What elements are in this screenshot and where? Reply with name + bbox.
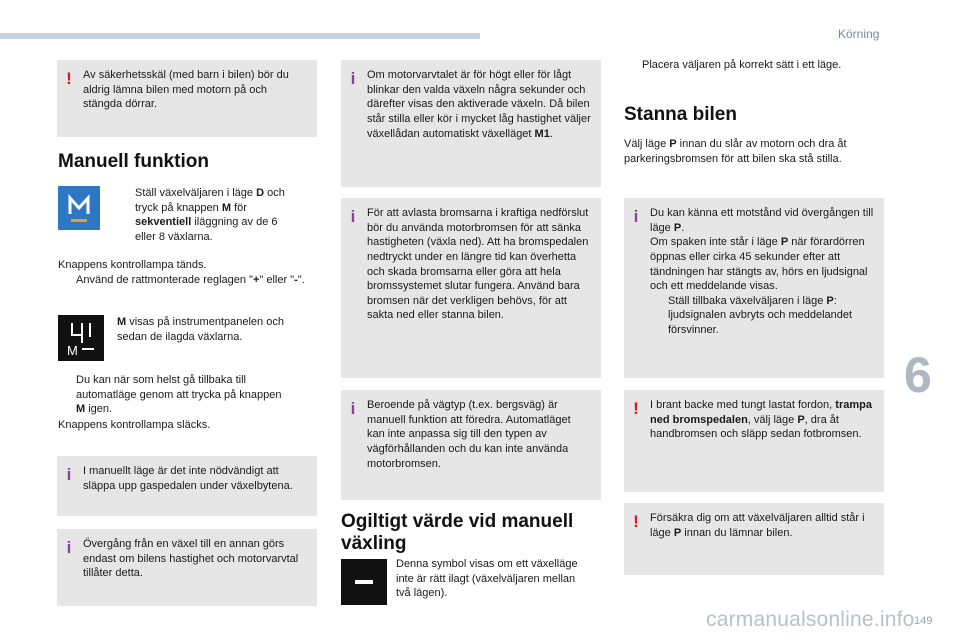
info-icon: i [350,207,356,226]
stop-car-text: Välj läge P innan du slår av motorn och dra åt parkeringsbromsen för att bilen ska stå stilla. [624,138,847,165]
watermark: carmanualsonline.info [706,608,915,631]
step-place-selector: Placera väljaren på korrekt sätt i ett läge. [642,59,842,71]
display-text: M visas på instrumentpanelen och sedan de ilagda växlarna. [117,316,284,343]
invalid-gear-icon [341,559,387,605]
lamp-on-text: Knappens kontrollampa tänds. Använd de rattmonterade reglagen "+" eller "-". [58,259,305,286]
info-note-rpm: i Om motorvarvtalet är för högt eller för lågt blinkar den valda växeln några sekunder och därefter visas den aktiverade växeln. Då bilen står stilla eller kör i mycket låg hastighet väljer växellådan automatiskt växelläget M1. [341,60,601,187]
lamp-off-text: Knappens kontrollampa släcks. [58,419,211,431]
info-note-brakes: i För att avlasta bromsarna i kraftiga nedförslut bör du använda motorbromsen för att sänka hastigheten (växla ned). Att ha bromspedalen nedtryckt under en längre tid kan överhetta och skada bromsarna eller göra att hela bromssystemet slutar fungera. Använd bara bromsen när det verkligen behövs, för att sakta ned eller stanna bilen. [341,198,601,378]
m-letter-icon [58,186,100,230]
invalid-value-text: Denna symbol visas om ett växelläge inte är rätt ilagt (växelväljaren mellan två lägen). [396,558,578,600]
warning-icon: ! [633,512,639,531]
step-select-d: Ställ växelväljaren i läge D och tryck på knappen M för sekventiell iläggning av de 6 eller 8 växlarna. [135,187,285,243]
info-icon: i [350,69,356,88]
dash-icon [341,559,387,605]
gear-display-icon [58,315,104,361]
svg-text:M: M [67,343,78,358]
warning-note-slope: ! I brant backe med tungt lastat fordon, trampa ned bromspedalen, välj läge P, dra åt handbromsen och släpp sedan fotbromsen. [624,390,884,492]
info-note-roadtype: i Beroende på vägtyp (t.ex. bergsväg) är manuell funktion att föredra. Automatläget kan inte anpassa sig till den typen av vägförhållanden och du kan inte använda motorbromsen. [341,390,601,500]
info-icon: i [350,399,356,418]
note-text: Av säkerhetsskäl (med barn i bilen) bör du aldrig lämna bilen med motorn på och stängda dörrar. [83,69,289,111]
info-note-throttle: i I manuellt läge är det inte nödvändigt att släppa upp gaspedalen under växelbytena. [57,456,317,516]
return-auto-text: Du kan när som helst gå tillbaka till automatläge genom att trycka på knappen M igen. [76,374,282,416]
section-title: Körning [838,27,880,41]
stop-car-title: Stanna bilen [624,104,737,125]
info-note-gearchange: i Övergång från en växel till en annan görs endast om bilens hastighet och motorvarvtal tillåter detta. [57,529,317,606]
m-button-icon [58,186,100,230]
warning-icon: ! [66,69,72,88]
info-note-park: i Du kan känna ett motstånd vid övergången till läge P. Om spaken inte står i läge P när förardörren öppnas eller cirka 45 sekunder efter att tändningen har stängts av, hörs en ljudsignal och ett meddelande visas. Ställ tillbaka växelväljaren i läge P: ljudsignalen avbryts och meddelandet försvinner. [624,198,884,378]
invalid-value-title: Ogiltigt värde vid manuell växling [341,511,574,554]
page-number: 149 [914,615,933,627]
info-icon: i [633,207,639,226]
header-bar [0,33,480,39]
safety-warning-note [57,60,317,137]
chapter-number: 6 [904,347,932,403]
manual-function-title: Manuell funktion [58,151,209,172]
warning-icon: ! [633,399,639,418]
warning-note-leave: ! Försäkra dig om att växelväljaren alltid står i läge P innan du lämnar bilen. [624,503,884,575]
info-icon: i [66,465,72,484]
manual-gear-icon [58,315,104,361]
info-icon: i [66,538,72,557]
